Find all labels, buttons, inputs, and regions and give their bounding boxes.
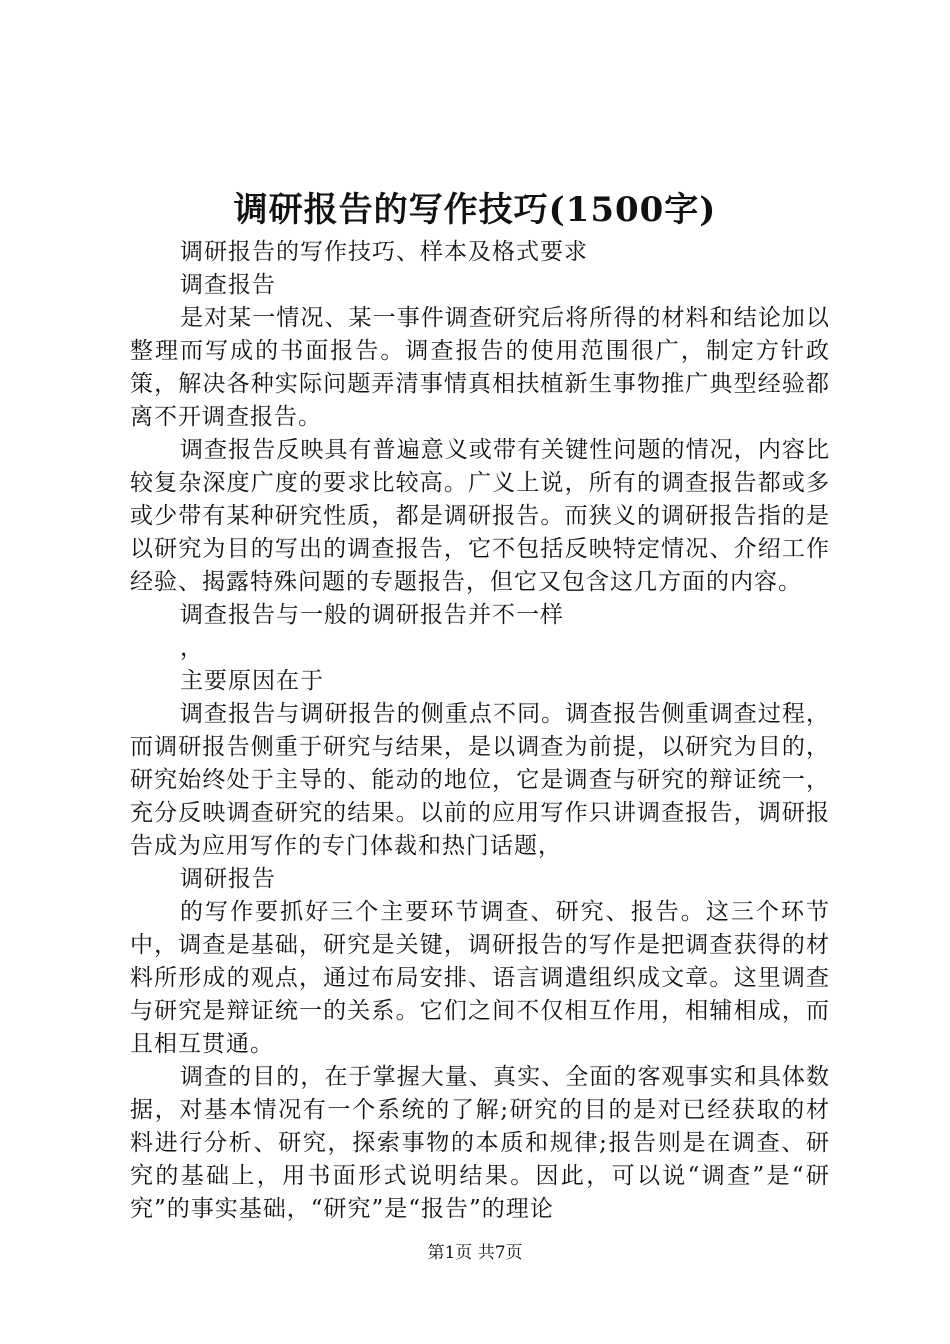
document-body bbox=[130, 236, 830, 1226]
paragraph: 调查报告与一般的调研报告并不一样 bbox=[180, 602, 564, 628]
paragraph: 主要原因在于 bbox=[180, 668, 324, 694]
page-number-footer: 第1页 共7页 bbox=[427, 1243, 523, 1263]
document-title: 调研报告的写作技巧(1500字) bbox=[233, 190, 717, 230]
paragraph: 调查报告反映具有普遍意义或带有关键性问题的情况，内容比较复杂深度广度的要求比较高。广义上说，所有的调查报告都或多或少带有某种研究性质，都是调研报告。而狭义的调研报告指的是以研究为目的写出的调查报告，它不包括反映特定情况、介绍工作经验、揭露特殊问题的专题报告，但它又包含这几方面的内容。 bbox=[130, 437, 830, 595]
paragraph: 调研报告 bbox=[180, 866, 276, 892]
paragraph: 的写作要抓好三个主要环节调查、研究、报告。这三个环节中，调查是基础，研究是关键，调研报告的写作是把调查获得的材料所形成的观点，通过布局安排、语言调遣组织成文章。这里调查与研究是辩证统一的关系。它们之间不仅相互作用，相辅相成，而且相互贯通。 bbox=[130, 899, 830, 1057]
paragraph: 调研报告的写作技巧、样本及格式要求 bbox=[180, 239, 588, 265]
paragraph: 调查报告与调研报告的侧重点不同。调查报告侧重调查过程，而调研报告侧重于研究与结果，是以调查为前提，以研究为目的，研究始终处于主导的、能动的地位，它是调查与研究的辩证统一，充分反映调查研究的结果。以前的应用写作只讲调查报告，调研报告成为应用写作的专门体裁和热门话题， bbox=[130, 701, 830, 859]
paragraph: ， bbox=[180, 635, 204, 661]
paragraph: 调查报告 bbox=[180, 272, 276, 298]
paragraph: 调查的目的，在于掌握大量、真实、全面的客观事实和具体数据，对基本情况有一个系统的了解;研究的目的是对已经获取的材料进行分析、研究，探索事物的本质和规律;报告则是在调查、研究的基础上，用书面形式说明结果。因此，可以说“调查”是“研究”的事实基础，“研究”是“报告”的理论 bbox=[130, 1064, 830, 1222]
paragraph: 是对某一情况、某一事件调查研究后将所得的材料和结论加以整理而写成的书面报告。调查报告的使用范围很广，制定方针政策，解决各种实际问题弄清事情真相扶植新生事物推广典型经验都离不开调查报告。 bbox=[130, 305, 830, 430]
